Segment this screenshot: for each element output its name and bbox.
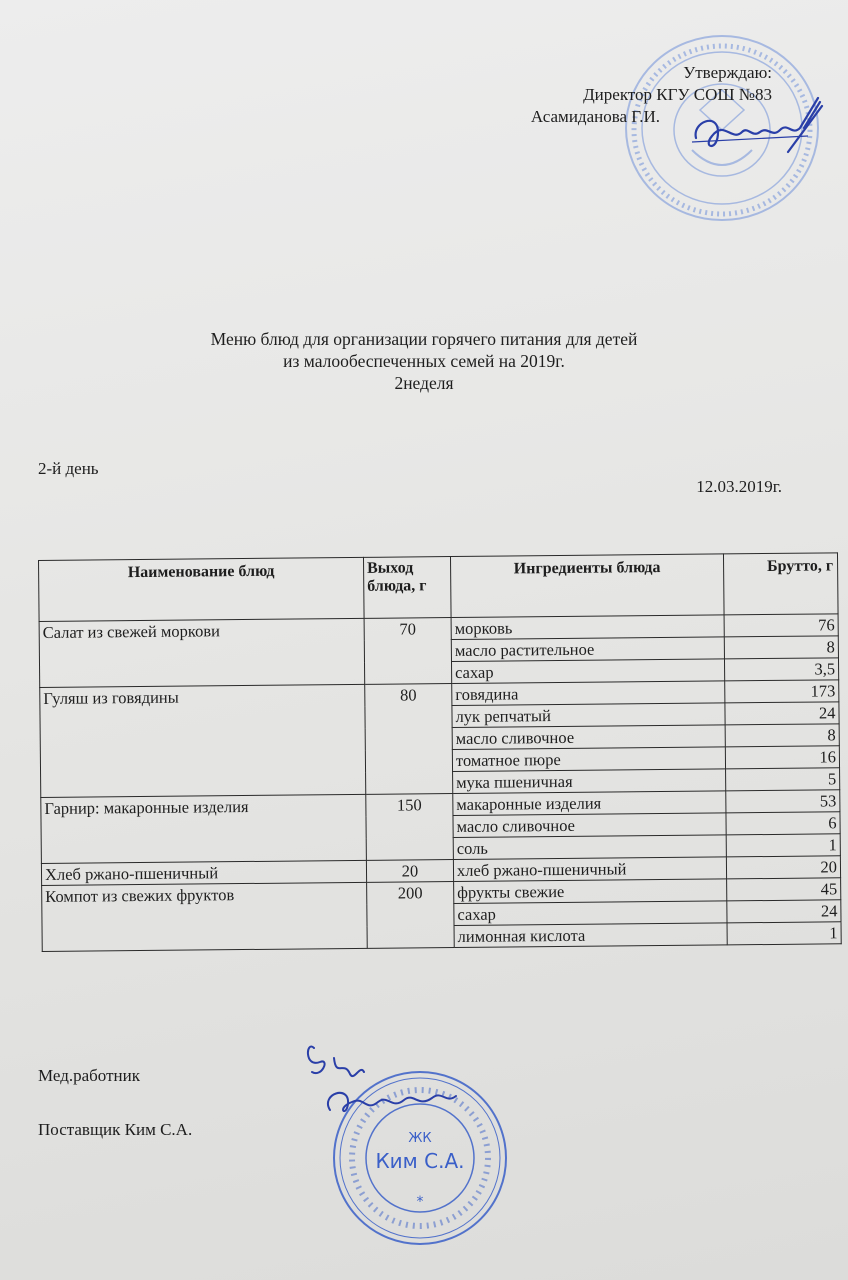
ingredient-name-cell: лимонная кислота bbox=[454, 923, 727, 948]
ingredient-name-cell: сахар bbox=[454, 901, 727, 926]
ingredient-gross-cell: 173 bbox=[725, 680, 839, 703]
director-signature bbox=[688, 92, 828, 168]
ingredient-name-cell: говядина bbox=[452, 681, 725, 706]
ingredient-gross-cell: 20 bbox=[726, 856, 840, 879]
ingredient-name-cell: морковь bbox=[451, 615, 724, 640]
stamp-name-text: Ким С.А. bbox=[375, 1149, 465, 1173]
menu-table-body bbox=[39, 614, 841, 952]
ingredient-gross-cell: 8 bbox=[725, 724, 839, 747]
ingredient-gross-cell: 24 bbox=[725, 702, 839, 725]
header-dish-name: Наименование блюд bbox=[39, 557, 365, 621]
title-line-2: из малообеспеченных семей на 2019г. bbox=[283, 351, 565, 371]
dish-name-cell: Салат из свежей моркови bbox=[39, 618, 365, 687]
ingredient-gross-cell: 76 bbox=[724, 614, 838, 637]
day-label: 2-й день bbox=[38, 459, 99, 478]
approval-position: Директор КГУ СОШ №83 bbox=[583, 85, 772, 104]
ingredient-name-cell: лук репчатый bbox=[452, 703, 725, 728]
header-yield: Выход блюда, г bbox=[363, 557, 451, 619]
header-ingredients: Ингредиенты блюда bbox=[450, 554, 724, 618]
title-line-1: Меню блюд для организации горячего питания для детей bbox=[210, 329, 638, 349]
dish-yield-cell: 80 bbox=[365, 684, 453, 795]
approval-name: Асамиданова Г.И. bbox=[530, 107, 660, 126]
ingredient-name-cell: масло сливочное bbox=[453, 813, 726, 838]
menu-date: 12.03.2019г. bbox=[696, 477, 782, 496]
ingredient-gross-cell: 5 bbox=[726, 768, 840, 791]
ingredient-gross-cell: 1 bbox=[727, 922, 841, 945]
menu-table bbox=[38, 552, 842, 952]
med-worker-label: Мед.работник bbox=[38, 1066, 140, 1085]
ingredient-name-cell: сахар bbox=[451, 659, 724, 684]
dish-name-cell: Гуляш из говядины bbox=[40, 684, 366, 797]
ingredient-name-cell: масло сливочное bbox=[452, 725, 725, 750]
dish-name-cell: Компот из свежих фруктов bbox=[42, 882, 368, 951]
stamp-center-text: ЖК bbox=[408, 1131, 432, 1146]
ingredient-gross-cell: 16 bbox=[725, 746, 839, 769]
ingredient-gross-cell: 3,5 bbox=[724, 658, 838, 681]
approval-label: Утверждаю: bbox=[683, 63, 772, 82]
ingredient-name-cell: соль bbox=[453, 835, 726, 860]
dish-name-cell: Хлеб ржано-пшеничный bbox=[41, 860, 366, 885]
title-line-3: 2неделя bbox=[394, 373, 454, 393]
dish-yield-cell: 150 bbox=[366, 794, 454, 861]
dish-yield-cell: 70 bbox=[364, 618, 452, 685]
table-header-row bbox=[39, 553, 839, 622]
ingredient-name-cell: фрукты свежие bbox=[454, 879, 727, 904]
document-title bbox=[0, 328, 848, 394]
ingredient-name-cell: хлеб ржано-пшеничный bbox=[453, 857, 726, 882]
ingredient-gross-cell: 24 bbox=[727, 900, 841, 923]
dish-name-cell: Гарнир: макаронные изделия bbox=[41, 794, 367, 863]
supplier-seal-stamp bbox=[300, 1038, 510, 1248]
ingredient-name-cell: томатное пюре bbox=[452, 747, 725, 772]
dish-yield-cell: 20 bbox=[366, 860, 453, 883]
ingredient-name-cell: мука пшеничная bbox=[453, 769, 726, 794]
ingredient-name-cell: масло растительное bbox=[451, 637, 724, 662]
ingredient-gross-cell: 1 bbox=[726, 834, 840, 857]
ingredient-name-cell: макаронные изделия bbox=[453, 791, 726, 816]
ingredient-gross-cell: 8 bbox=[724, 636, 838, 659]
svg-text:*: * bbox=[416, 1194, 424, 1210]
ingredient-gross-cell: 53 bbox=[726, 790, 840, 813]
supplier-label: Поставщик Ким С.А. bbox=[38, 1120, 193, 1139]
ingredient-gross-cell: 6 bbox=[726, 812, 840, 835]
header-gross: Брутто, г bbox=[723, 553, 838, 615]
dish-yield-cell: 200 bbox=[367, 882, 455, 949]
ingredient-gross-cell: 45 bbox=[727, 878, 841, 901]
